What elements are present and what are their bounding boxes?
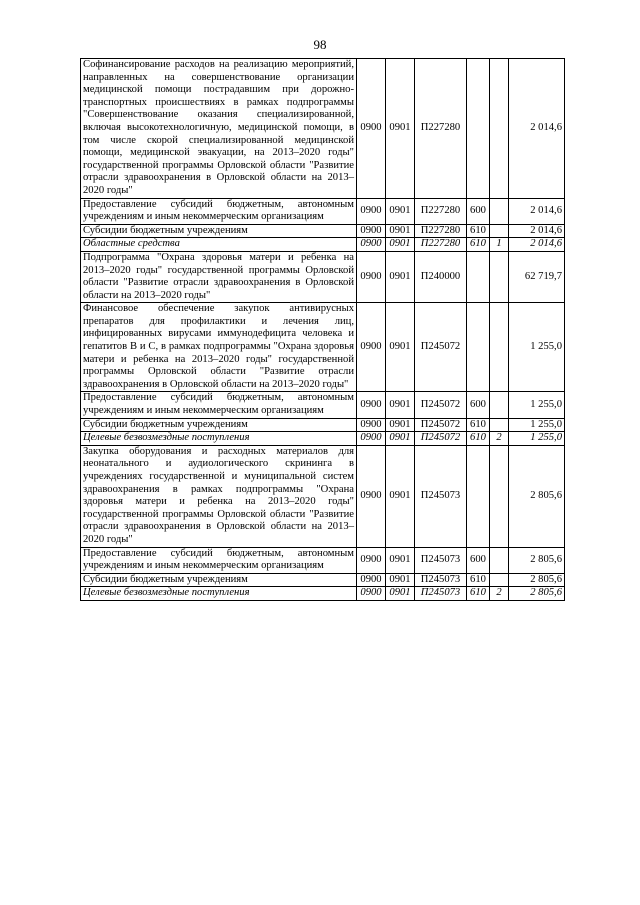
row-name: Закупка оборудования и расходных материалов для неонатального и аудиологического скрининга в учреждениях государственной и муниципальной систем здравоохранения в рамках подпрограммы "Охрана здоровья матери и ребенка на 2013–2020 годы" государственной программы Орловской области "Развитие отрасли здравоохранения в Орловской области на 2013–2020 годы" [81, 445, 357, 547]
row-code-expense-type [467, 303, 490, 392]
row-code-ministry: 0900 [357, 573, 386, 587]
row-code-ministry: 0900 [357, 251, 386, 302]
row-name: Целевые безвозмездные поступления [81, 587, 357, 601]
row-code-source [490, 251, 509, 302]
row-code-target: П227280 [415, 198, 467, 224]
table-row [81, 587, 565, 601]
row-amount: 62 719,7 [509, 251, 565, 302]
row-code-target: П245072 [415, 303, 467, 392]
table-row [81, 445, 565, 547]
budget-table-body [81, 59, 565, 601]
row-code-expense-type [467, 251, 490, 302]
row-amount: 1 255,0 [509, 392, 565, 418]
row-code-section: 0901 [386, 392, 415, 418]
table-row [81, 547, 565, 573]
table-row [81, 59, 565, 199]
row-code-source [490, 445, 509, 547]
row-name: Субсидии бюджетным учреждениям [81, 573, 357, 587]
row-name: Финансовое обеспечение закупок антивирусных препаратов для профилактики и лечения лиц, инфицированных вирусами иммунодефицита человека и гепатитов В и С, в рамках подпрограммы "Охрана здоровья матери и ребенка на 2013–2020 годы" государственной программы Орловской области "Развитие отрасли здравоохранения в Орловской области на 2013–2020 годы" [81, 303, 357, 392]
table-row [81, 198, 565, 224]
row-amount: 2 805,6 [509, 573, 565, 587]
row-name: Целевые безвозмездные поступления [81, 432, 357, 446]
row-code-target: П245072 [415, 418, 467, 432]
row-code-ministry: 0900 [357, 59, 386, 199]
row-code-source [490, 418, 509, 432]
table-row [81, 392, 565, 418]
row-name: Областные средства [81, 238, 357, 252]
page-number: 98 [313, 37, 327, 52]
table-row [81, 418, 565, 432]
row-code-section: 0901 [386, 418, 415, 432]
row-amount: 1 255,0 [509, 418, 565, 432]
table-row [81, 432, 565, 446]
row-code-expense-type: 610 [467, 224, 490, 238]
row-code-source [490, 198, 509, 224]
row-code-expense-type: 610 [467, 418, 490, 432]
row-code-ministry: 0900 [357, 418, 386, 432]
row-amount: 2 014,6 [509, 224, 565, 238]
row-code-target: П245073 [415, 547, 467, 573]
row-code-ministry: 0900 [357, 445, 386, 547]
row-name: Софинансирование расходов на реализацию мероприятий, направленных на совершенствование организации медицинской помощи пострадавшим при дорожно-транспортных происшествиях в рамках подпрограммы "Совершенствование оказания специализированной, включая высокотехнологичную, медицинской помощи, в том числе скорой специализированной медицинской помощи, медицинской эвакуации, на 2013–2020 годы" государственной программы Орловской области "Развитие отрасли здравоохранения в Орловской области на 2013–2020 годы" [81, 59, 357, 199]
row-code-source [490, 224, 509, 238]
row-code-section: 0901 [386, 573, 415, 587]
row-amount: 1 255,0 [509, 303, 565, 392]
row-code-target: П227280 [415, 59, 467, 199]
row-code-source [490, 303, 509, 392]
row-code-expense-type: 610 [467, 432, 490, 446]
row-code-section: 0901 [386, 224, 415, 238]
row-code-target: П227280 [415, 238, 467, 252]
row-code-expense-type [467, 59, 490, 199]
table-row [81, 251, 565, 302]
row-code-expense-type: 610 [467, 238, 490, 252]
row-amount: 2 805,6 [509, 445, 565, 547]
row-name: Субсидии бюджетным учреждениям [81, 418, 357, 432]
row-code-expense-type: 610 [467, 587, 490, 601]
row-code-section: 0901 [386, 445, 415, 547]
row-amount: 2 014,6 [509, 198, 565, 224]
row-code-source [490, 547, 509, 573]
row-code-section: 0901 [386, 59, 415, 199]
row-code-expense-type: 600 [467, 392, 490, 418]
table-row [81, 224, 565, 238]
row-amount: 2 014,6 [509, 238, 565, 252]
row-amount: 2 805,6 [509, 547, 565, 573]
row-code-target: П245072 [415, 392, 467, 418]
row-code-section: 0901 [386, 238, 415, 252]
row-code-target: П245073 [415, 445, 467, 547]
row-code-ministry: 0900 [357, 392, 386, 418]
row-code-target: П245073 [415, 573, 467, 587]
row-code-ministry: 0900 [357, 303, 386, 392]
table-row [81, 238, 565, 252]
row-amount: 1 255,0 [509, 432, 565, 446]
row-code-ministry: 0900 [357, 547, 386, 573]
row-code-section: 0901 [386, 303, 415, 392]
table-row [81, 303, 565, 392]
row-code-target: П227280 [415, 224, 467, 238]
row-name: Предоставление субсидий бюджетным, автономным учреждениям и иным некоммерческим организациям [81, 547, 357, 573]
row-code-ministry: 0900 [357, 224, 386, 238]
row-name: Предоставление субсидий бюджетным, автономным учреждениям и иным некоммерческим организациям [81, 198, 357, 224]
row-code-ministry: 0900 [357, 238, 386, 252]
row-name: Подпрограмма "Охрана здоровья матери и ребенка на 2013–2020 годы" государственной программы Орловской области "Развитие отрасли здравоохранения в Орловской области на 2013–2020 годы" [81, 251, 357, 302]
row-name: Предоставление субсидий бюджетным, автономным учреждениям и иным некоммерческим организациям [81, 392, 357, 418]
row-code-section: 0901 [386, 251, 415, 302]
budget-table [80, 58, 565, 601]
row-code-ministry: 0900 [357, 432, 386, 446]
row-code-source: 2 [490, 432, 509, 446]
row-code-source: 1 [490, 238, 509, 252]
table-row [81, 573, 565, 587]
row-code-target: П245072 [415, 432, 467, 446]
row-code-ministry: 0900 [357, 587, 386, 601]
row-code-section: 0901 [386, 432, 415, 446]
row-amount: 2 014,6 [509, 59, 565, 199]
row-name: Субсидии бюджетным учреждениям [81, 224, 357, 238]
row-code-expense-type: 600 [467, 198, 490, 224]
row-code-section: 0901 [386, 587, 415, 601]
row-code-expense-type [467, 445, 490, 547]
row-code-source [490, 392, 509, 418]
row-code-ministry: 0900 [357, 198, 386, 224]
row-code-section: 0901 [386, 198, 415, 224]
row-code-source [490, 59, 509, 199]
row-code-target: П245073 [415, 587, 467, 601]
row-code-expense-type: 610 [467, 573, 490, 587]
row-code-expense-type: 600 [467, 547, 490, 573]
row-code-section: 0901 [386, 547, 415, 573]
row-amount: 2 805,6 [509, 587, 565, 601]
row-code-source: 2 [490, 587, 509, 601]
row-code-source [490, 573, 509, 587]
row-code-target: П240000 [415, 251, 467, 302]
